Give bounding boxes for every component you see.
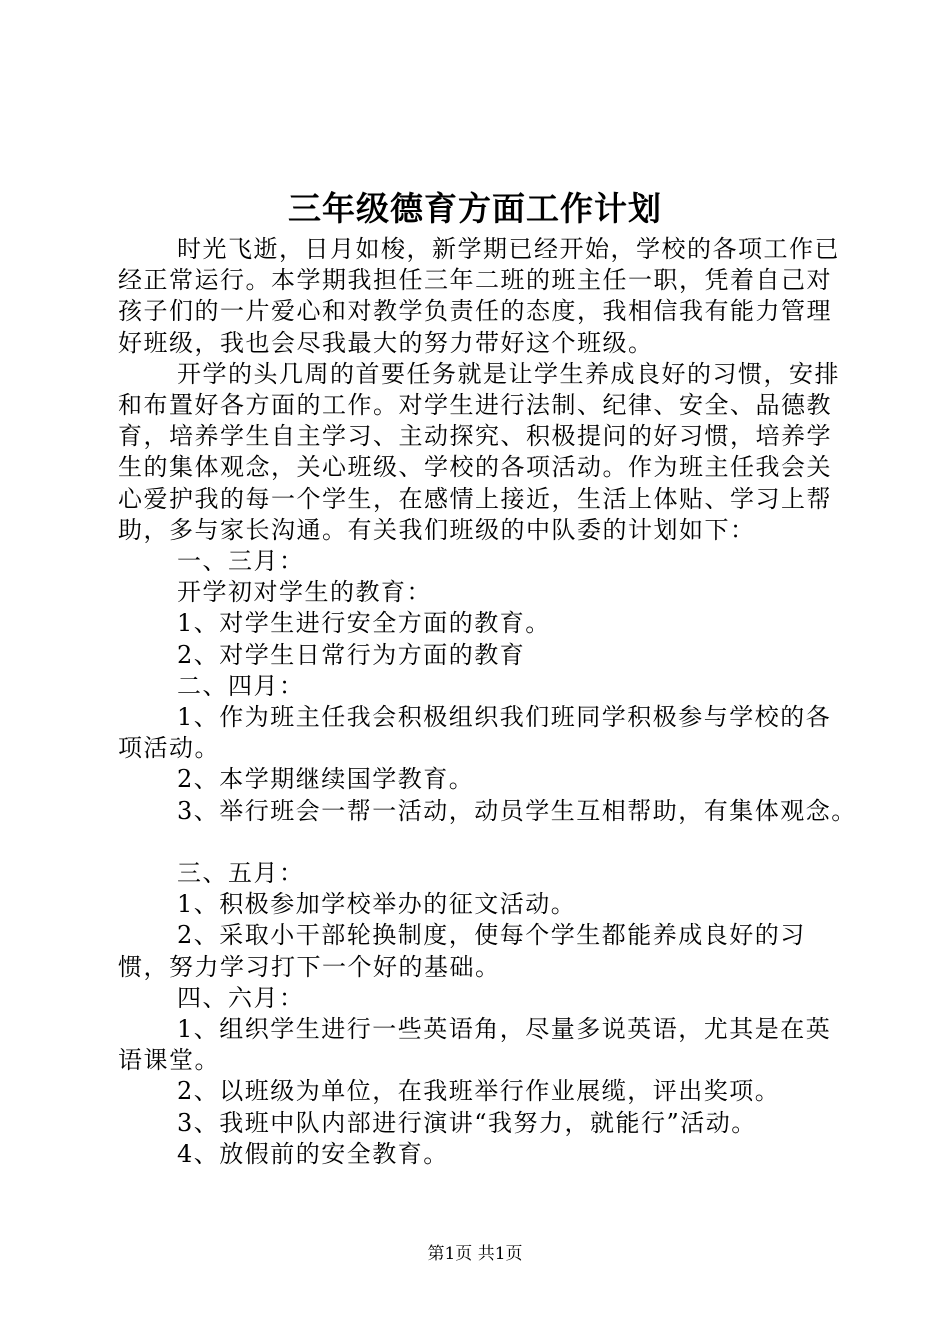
paragraph-march-intro: 开学初对学生的教育：: [177, 578, 432, 607]
list-item: 1、作为班主任我会积极组织我们班同学积极参与学校的各项活动。: [118, 703, 832, 763]
list-item: 1、对学生进行安全方面的教育。: [177, 609, 551, 638]
paragraph-tasks: 开学的头几周的首要任务就是让学生养成良好的习惯，安排和布置好各方面的工作。对学生进行法制、纪律、安全、品德教育，培养学生自主学习、主动探究、积极提问的好习惯，培养学生的集体观念，关心班级、学校的各项活动。作为班主任我会关心爱护我的每一个学生，在感情上接近，生活上体贴、学习上帮助，多与家长沟通。有关我们班级的中队委的计划如下：: [118, 359, 840, 544]
page-number-footer: 第1页 共1页: [427, 1244, 523, 1264]
blank-line: [118, 827, 853, 858]
section-heading-june: 四、六月：: [177, 983, 305, 1012]
list-item: 1、积极参加学校举办的征文活动。: [177, 890, 577, 919]
list-item: 1、组织学生进行一些英语角，尽量多说英语，尤其是在英语课堂。: [118, 1015, 832, 1075]
document-title: 三年级德育方面工作计划: [288, 189, 662, 228]
list-item: 4、放假前的安全教育。: [177, 1139, 449, 1168]
section-heading-april: 二、四月：: [177, 671, 305, 700]
section-heading-march: 一、三月：: [177, 547, 305, 576]
list-item: 2、本学期继续国学教育。: [177, 765, 475, 794]
section-heading-may: 三、五月：: [177, 859, 305, 888]
list-item: 3、举行班会一帮一活动，动员学生互相帮助，有集体观念。: [177, 796, 857, 825]
paragraph-intro: 时光飞逝，日月如梭，新学期已经开始，学校的各项工作已经正常运行。本学期我担任三年二班的班主任一职，凭着自己对孩子们的一片爱心和对教学负责任的态度，我相信我有能力管理好班级，我也会尽我最大的努力带好这个班级。: [118, 235, 840, 357]
document-body: [118, 234, 857, 1170]
list-item: 2、以班级为单位，在我班举行作业展缆，评出奖项。: [177, 1077, 781, 1106]
list-item: 2、采取小干部轮换制度，使每个学生都能养成良好的习惯，努力学习打下一个好的基础。: [118, 921, 806, 981]
list-item: 3、我班中队内部进行演讲“我努力，就能行”活动。: [177, 1108, 757, 1137]
list-item: 2、对学生日常行为方面的教育: [177, 640, 526, 669]
